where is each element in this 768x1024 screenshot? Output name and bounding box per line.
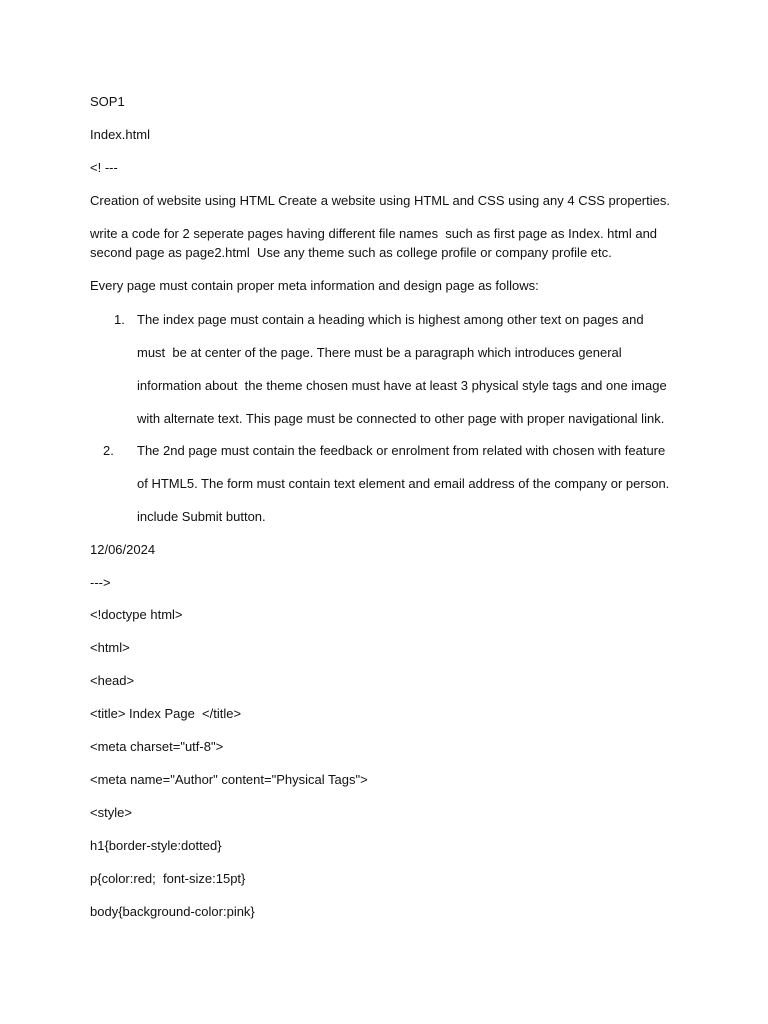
- code-line: <head>: [90, 673, 135, 688]
- list-item-line: with alternate text. This page must be connected to other page with proper navigational link.: [137, 411, 665, 426]
- intro-paragraph-2-line-2: second page as page2.html Use any theme such as college profile or company profile etc.: [90, 245, 612, 260]
- code-line: p{color:red; font-size:15pt}: [90, 871, 246, 886]
- code-line: <html>: [90, 640, 130, 655]
- intro-paragraph-1: Creation of website using HTML Create a website using HTML and CSS using any 4 CSS properties.: [90, 193, 670, 208]
- list-item-number: 1.: [114, 312, 125, 327]
- list-item-line: of HTML5. The form must contain text element and email address of the company or person.: [137, 476, 670, 491]
- document-page: [0, 60, 768, 919]
- list-item-line: The 2nd page must contain the feedback or enrolment from related with chosen with feature: [137, 443, 666, 458]
- code-line: <title> Index Page </title>: [90, 706, 242, 721]
- list-item-line: information about the theme chosen must have at least 3 physical style tags and one image: [137, 378, 667, 393]
- code-line: body{background-color:pink}: [90, 904, 255, 919]
- list-item-number: 2.: [103, 443, 114, 458]
- code-line: h1{border-style:dotted}: [90, 838, 222, 853]
- code-listing: [0, 607, 768, 919]
- intro-paragraph-2-line-1: write a code for 2 seperate pages having different file names such as first page as Index. html and: [90, 226, 658, 241]
- code-line: <!doctype html>: [90, 607, 183, 622]
- list-item-line: must be at center of the page. There must be a paragraph which introduces general: [137, 345, 622, 360]
- code-line: <meta charset="utf-8">: [90, 739, 224, 754]
- intro-paragraph-3: Every page must contain proper meta information and design page as follows:: [90, 278, 539, 293]
- code-line: <style>: [90, 805, 132, 820]
- comment-open: <! ---: [90, 160, 118, 175]
- doc-title: SOP1: [90, 94, 125, 109]
- list-item-line: The index page must contain a heading which is highest among other text on pages and: [137, 312, 644, 327]
- doc-date: 12/06/2024: [90, 542, 156, 557]
- list-item-line: include Submit button.: [137, 509, 266, 524]
- doc-filename: Index.html: [90, 127, 150, 142]
- code-line: <meta name="Author" content="Physical Tags">: [90, 772, 368, 787]
- comment-close: --->: [90, 575, 111, 590]
